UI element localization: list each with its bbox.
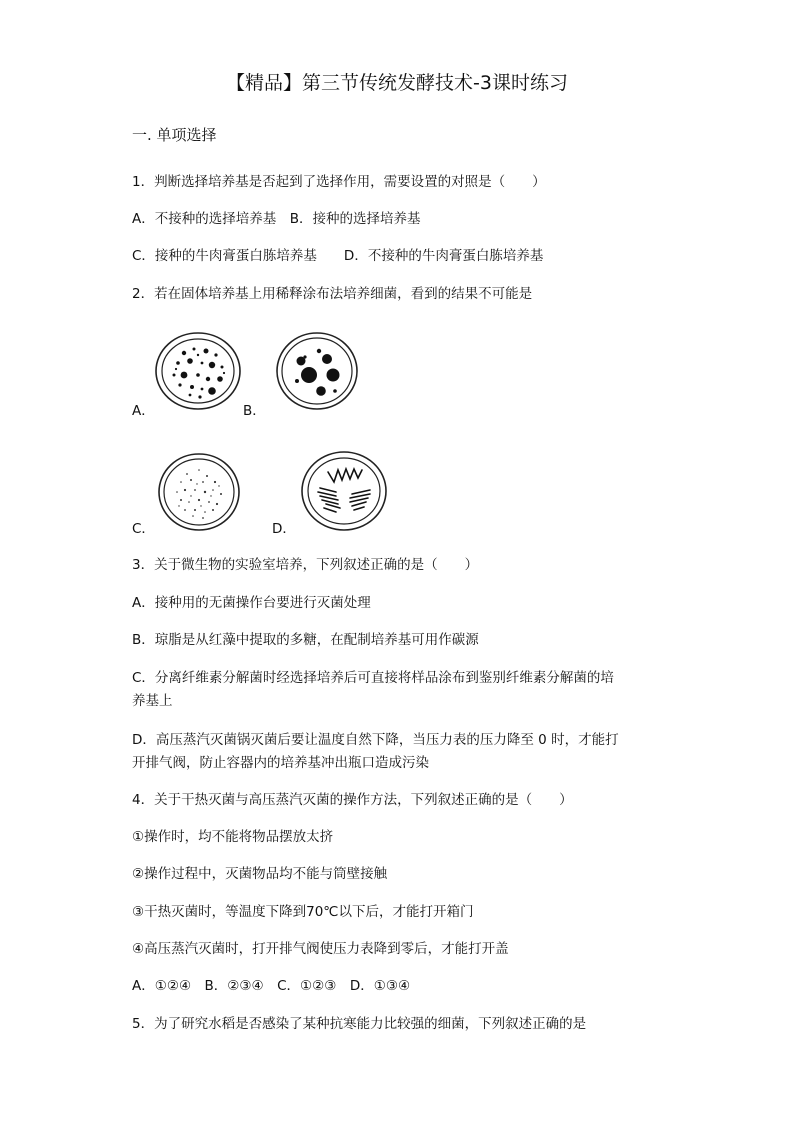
question-2-stem: 2．若在固体培养基上用稀释涂布法培养细菌，看到的结果不可能是 (132, 286, 533, 302)
question-3-option-c-line2: 养基上 (132, 693, 173, 709)
question-3-option-a: A．接种用的无菌操作台要进行灭菌处理 (132, 595, 371, 611)
question-4-options: A．①②④ B．②③④ C．①②③ D．①③④ (132, 978, 411, 994)
question-3-option-c-line1: C．分离纤维素分解菌时经选择培养后可直接将样品涂布到鉴别纤维素分解菌的培 (132, 670, 614, 686)
question-3-stem: 3．关于微生物的实验室培养，下列叙述正确的是（ ） (132, 557, 479, 573)
petri-dish-c-image (157, 452, 241, 532)
question-5-stem: 5．为了研究水稻是否感染了某种抗寒能力比较强的细菌，下列叙述正确的是 (132, 1016, 587, 1032)
dish-d-label: D． (272, 521, 296, 537)
question-4-statement-1: ①操作时，均不能将物品摆放太挤 (132, 829, 334, 845)
petri-dish-d-image (300, 450, 388, 532)
dish-a-label: A． (132, 403, 155, 419)
dish-c-label: C． (132, 521, 155, 537)
question-4-statement-3: ③干热灭菌时，等温度下降到70℃以下后，才能打开箱门 (132, 904, 474, 920)
document-title: 【精品】第三节传统发酵技术-3课时练习 (226, 72, 568, 94)
section-heading: 一. 单项选择 (132, 126, 217, 144)
petri-dish-b-image (275, 331, 359, 411)
question-1-options-cd: C．接种的牛肉膏蛋白胨培养基 D．不接种的牛肉膏蛋白胨培养基 (132, 248, 544, 264)
question-3-option-b: B．琼脂是从红藻中提取的多糖，在配制培养基可用作碳源 (132, 632, 479, 648)
question-4-stem: 4．关于干热灭菌与高压蒸汽灭菌的操作方法，下列叙述正确的是（ ） (132, 792, 573, 808)
dish-b-label: B． (243, 403, 266, 419)
question-1-options-ab: A．不接种的选择培养基 B．接种的选择培养基 (132, 211, 421, 227)
question-3-option-d-line2: 开排气阀，防止容器内的培养基冲出瓶口造成污染 (132, 755, 429, 771)
question-1-stem: 1．判断选择培养基是否起到了选择作用，需要设置的对照是（ ） (132, 174, 546, 190)
question-3-option-d-line1: D．高压蒸汽灭菌锅灭菌后要让温度自然下降，当压力表的压力降至 0 时，才能打 (132, 732, 619, 748)
question-4-statement-2: ②操作过程中，灭菌物品均不能与筒壁接触 (132, 866, 388, 882)
question-4-statement-4: ④高压蒸汽灭菌时，打开排气阀使压力表降到零后，才能打开盖 (132, 941, 509, 957)
petri-dish-a-image (154, 331, 242, 411)
